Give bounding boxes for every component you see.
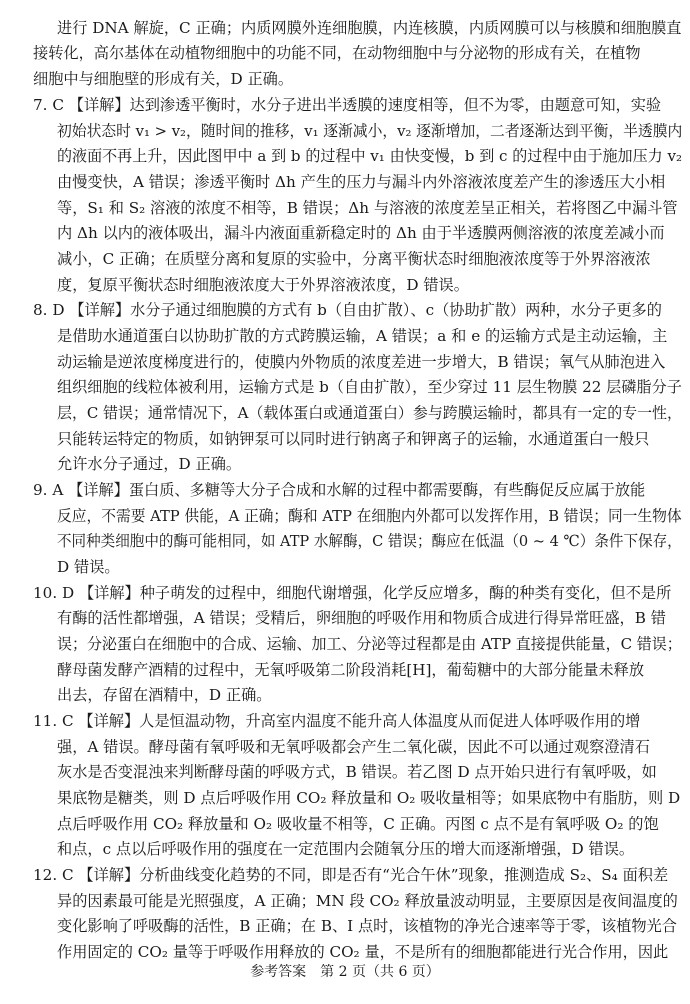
intro-line: 接转化，高尔基体在动植物细胞中的功能不同，在动物细胞中与分泌物的形成有关，在植物 [33,44,641,62]
answer-line: 出去，存留在酒精中，D 正确。 [57,686,272,704]
answer-line: 12. C 【详解】分析曲线变化趋势的不同，即是否有“光合午休”现象，推测造成 S₂、S₄ 面积差 [33,866,669,884]
answer-line: 允许水分子通过，D 正确。 [57,455,242,473]
answer-line: 不同种类细胞中的酶可能相同，如 ATP 水解酶，C 错误；酶应在低温（0 ~ 4 ℃）条件下保存， [57,532,682,550]
answer-line: 有酶的活性都增强，A 错误；受精后，卵细胞的呼吸作用和物质合成进行得异常旺盛，B 错 [57,609,666,627]
intro-line: 进行 DNA 解旋，C 正确；内质网膜外连细胞膜，内连核膜，内质网膜可以与核膜和细胞膜直 [57,19,682,37]
answer-line: 组织细胞的线粒体被利用，运输方式是 b（自由扩散），至少穿过 11 层生物膜 22 层磷脂分子 [57,378,682,396]
answer-line: D 错误。 [57,558,120,576]
intro-line: 细胞中与细胞壁的形成有关，D 正确。 [33,70,294,88]
answer-line: 误；分泌蛋白在细胞中的合成、运输、加工、分泌等过程都是由 ATP 直接提供能量，C 错误； [57,635,682,653]
answer-line: 果底物是糖类，则 D 点后呼吸作用 CO₂ 释放量和 O₂ 吸收量相等；如果底物中有脂肪，则 D [57,789,681,807]
answer-line: 动运输是逆浓度梯度进行的，使膜内外物质的浓度差进一步增大，B 错误；氧气从肺泡进入 [57,353,666,371]
answer-line: 层，C 错误；通常情况下，A（载体蛋白或通道蛋白）参与跨膜运输时，都具有一定的专一性， [57,404,682,422]
page-footer: 参考答案 第 2 页（共 6 页） [250,964,440,980]
answer-line: 减小，C 正确；在质壁分离和复原的实验中，分离平衡状态时细胞液浓度等于外界溶液浓 [57,250,651,268]
answer-line: 和点，c 点以后呼吸作用的强度在一定范围内会随氧分压的增大而逐渐增强，D 错误。 [57,840,635,858]
answer-line: 灰水是否变混浊来判断酵母菌的呼吸方式，B 错误。若乙图 D 点开始只进行有氧呼吸，如 [57,763,657,781]
answer-line: 是借助水通道蛋白以协助扩散的方式跨膜运输，A 错误；a 和 e 的运输方式是主动运输，主 [57,327,668,345]
answer-line: 等，S₁ 和 S₂ 溶液的浓度不相等，B 错误；Δh 与溶液的浓度差呈正相关，若将图乙中漏斗管 [57,199,678,217]
answer-line: 的液面不再上升，因此图甲中 a 到 b 的过程中 v₁ 由快变慢，b 到 c 的过程中由于施加压力 v₂ [57,147,683,165]
answer-line: 异的因素最可能是光照强度，A 正确；MN 段 CO₂ 释放量波动明显，主要原因是夜间温度的 [57,892,678,910]
answer-line: 11. C 【详解】人是恒温动物，升高室内温度不能升高人体温度从而促进人体呼吸作用的增 [33,712,641,730]
answer-line: 10. D 【详解】种子萌发的过程中，细胞代谢增强，化学反应增多，酶的种类有变化，但不是所 [33,584,672,602]
answer-line: 内 Δh 以内的液体吸出，漏斗内液面重新稳定时的 Δh 由于半透膜两侧溶液的浓度差减小而 [57,224,665,242]
answer-line: 度，复原平衡状态时细胞液浓度大于外界溶液浓度，D 错误。 [57,276,469,294]
answer-line: 9. A 【详解】蛋白质、多糖等大分子合成和水解的过程中都需要酶，有些酶促反应属于放能 [33,481,646,499]
answer-line: 初始状态时 v₁ > v₂，随时间的推移，v₁ 逐渐减小，v₂ 逐渐增加，二者逐渐达到平衡，半透膜内 [57,122,683,140]
answer-line: 只能转运特定的物质，如钠钾泵可以同时进行钠离子和钾离子的运输，水通道蛋白一般只 [57,430,650,448]
answer-line: 反应，不需要 ATP 供能，A 正确；酶和 ATP 在细胞内外都可以发挥作用，B 错误；同一生物体 [57,507,682,525]
answer-line: 8. D 【详解】水分子通过细胞膜的方式有 b（自由扩散）、c（协助扩散）两种，水分子更多的 [33,301,662,319]
answer-line: 点后呼吸作用 CO₂ 释放量和 O₂ 吸收量不相等，C 正确。丙图 c 点不是有氧呼吸 O₂ 的饱 [57,815,659,833]
answer-line: 酵母菌发酵产酒精的过程中，无氧呼吸第二阶段消耗[H]，葡萄糖中的大部分能量未释放 [57,661,645,679]
answer-line: 强，A 错误。酵母菌有氧呼吸和无氧呼吸都会产生二氧化碳，因此不可以通过观察澄清石 [57,738,650,756]
answer-line: 由慢变快，A 错误；渗透平衡时 Δh 产生的压力与漏斗内外溶液浓度差产生的渗透压大小相 [57,173,666,191]
answer-line: 作用固定的 CO₂ 量等于呼吸作用释放的 CO₂ 量，不是所有的细胞都能进行光合作用，因此 [57,943,669,961]
answer-line: 7. C 【详解】达到渗透平衡时，水分子进出半透膜的速度相等，但不为零，由题意可知，实验 [33,96,662,114]
answer-line: 变化影响了呼吸酶的活性，B 正确；在 B、I 点时，该植物的净光合速率等于零，该植物光合 [57,917,677,935]
